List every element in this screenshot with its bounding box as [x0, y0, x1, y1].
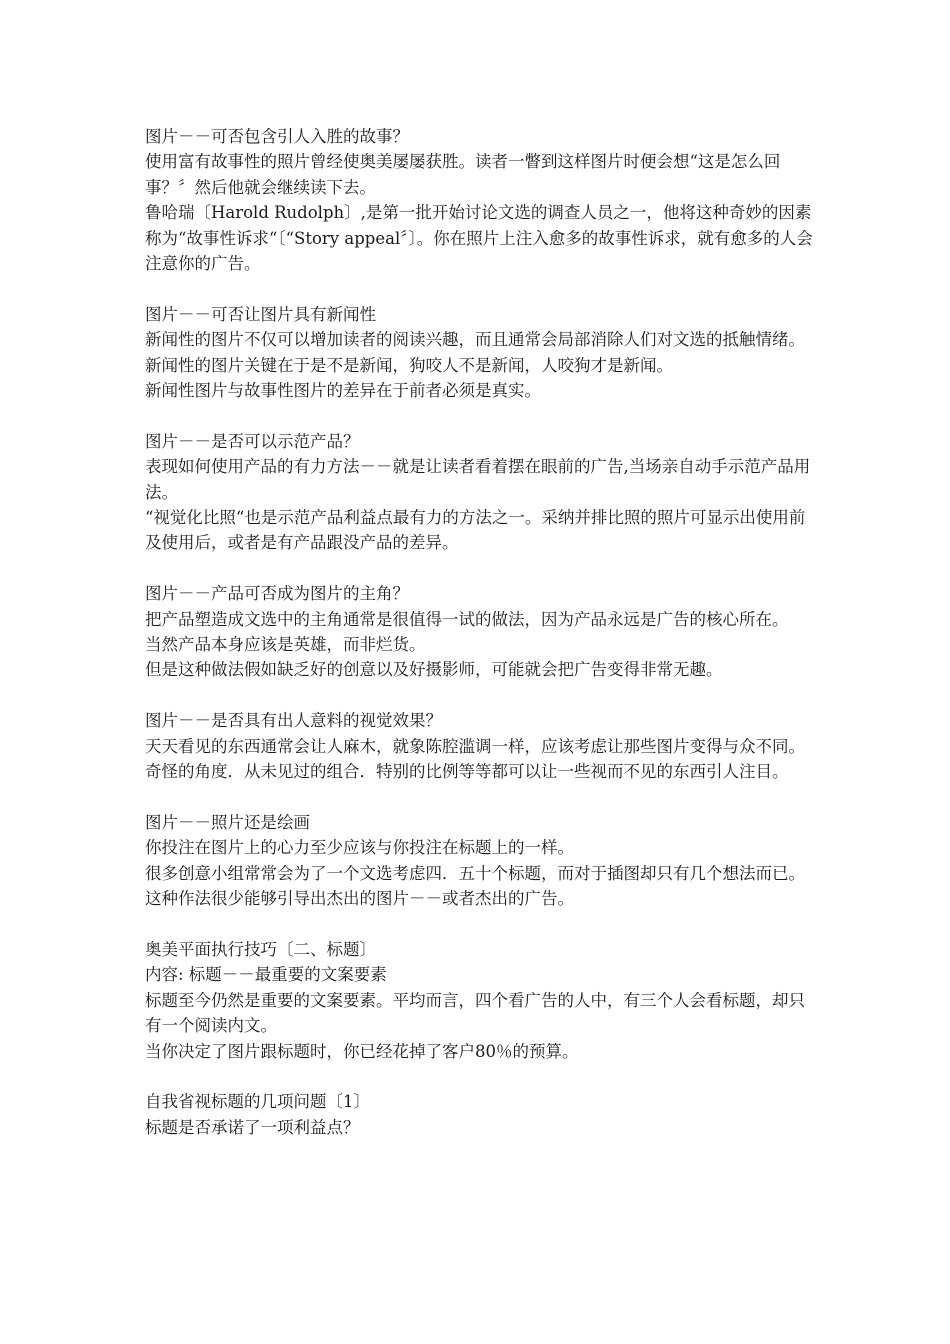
section-headline-techniques — [145, 937, 817, 1064]
section-heading: 自我省视标题的几项问题〔1〕 — [145, 1092, 370, 1112]
section-heading: 图片－－产品可否成为图片的主角？ — [145, 584, 409, 604]
paragraph: 但是这种做法假如缺乏好的创意以及好摄影师，可能就会把广告变得非常无趣。 — [145, 660, 723, 680]
section-news-value — [145, 302, 817, 404]
section-heading: 图片－－照片还是绘画 — [145, 812, 310, 832]
paragraph: 奇怪的角度．从未见过的组合．特别的比例等等都可以让一些视而不见的东西引人注目。 — [145, 762, 789, 782]
section-heading: 奥美平面执行技巧〔二、标题〕 — [145, 939, 376, 959]
paragraph: 你投注在图片上的心力至少应该与你投注在标题上的一样。 — [145, 838, 574, 858]
paragraph: 新闻性的图片关键在于是不是新闻，狗咬人不是新闻，人咬狗才是新闻。 — [145, 355, 673, 375]
paragraph: 鲁哈瑞〔Harold Rudolph〕,是第一批开始讨论文选的调查人员之一，他将这种奇妙的因素称为“故事性诉求“〔“Story appeal〞〕。你在照片上注入愈多的故事性诉求，就有愈多的人会注意你的广告。 — [145, 203, 813, 274]
paragraph: 新闻性图片与故事性图片的差异在于前者必须是真实。 — [145, 381, 541, 401]
paragraph: 新闻性的图片不仅可以增加读者的阅读兴趣，而且通常会局部消除人们对文选的抵触情绪。 — [145, 330, 805, 350]
document-body — [145, 124, 817, 1166]
section-product-as-hero — [145, 581, 817, 683]
section-heading: 图片－－可否包含引人入胜的故事？ — [145, 127, 409, 146]
paragraph: 使用富有故事性的照片曾经使奥美屡屡获胜。读者一瞥到这样图片时便会想“这是怎么回事？〞然后他就会继续读下去。 — [145, 152, 781, 197]
section-heading: 图片－－是否具有出人意料的视觉效果？ — [145, 711, 442, 731]
section-photo-or-illustration — [145, 810, 817, 912]
paragraph: 标题是否承诺了一项利益点？ — [145, 1117, 360, 1137]
paragraph: 天天看见的东西通常会让人麻木，就象陈腔滥调一样，应该考虑让那些图片变得与众不同。 — [145, 736, 805, 756]
paragraph: 标题至今仍然是重要的文案要素。平均而言，四个看广告的人中，有三个人会看标题，却只有一个阅读内文。 — [145, 990, 805, 1036]
section-story-appeal — [145, 124, 817, 276]
section-headline-questions — [145, 1089, 817, 1140]
paragraph: 表现如何使用产品的有力方法－－就是让读者看着摆在眼前的广告,当场亲自动手示范产品用法。 — [145, 457, 811, 502]
section-unexpected-visuals — [145, 708, 817, 784]
paragraph: 很多创意小组常常会为了一个文选考虑四．五十个标题，而对于插图却只有几个想法而已。这种作法很少能够引导出杰出的图片－－或者杰出的广告。 — [145, 863, 805, 909]
paragraph: 把产品塑造成文选中的主角通常是很值得一试的做法，因为产品永远是广告的核心所在。 — [145, 609, 789, 629]
paragraph: 内容: 标题－－最重要的文案要素 — [145, 965, 387, 985]
paragraph: 当然产品本身应该是英雄，而非烂货。 — [145, 635, 426, 655]
section-heading: 图片－－可否让图片具有新闻性 — [145, 304, 376, 324]
section-demonstrate-product — [145, 429, 817, 556]
section-heading: 图片－－是否可以示范产品？ — [145, 431, 360, 451]
paragraph: “视觉化比照“也是示范产品利益点最有力的方法之一。采纳并排比照的照片可显示出使用前及使用后，或者是有产品跟没产品的差异。 — [145, 508, 806, 553]
paragraph: 当你决定了图片跟标题时，你已经花掉了客户80％的预算。 — [145, 1041, 579, 1061]
